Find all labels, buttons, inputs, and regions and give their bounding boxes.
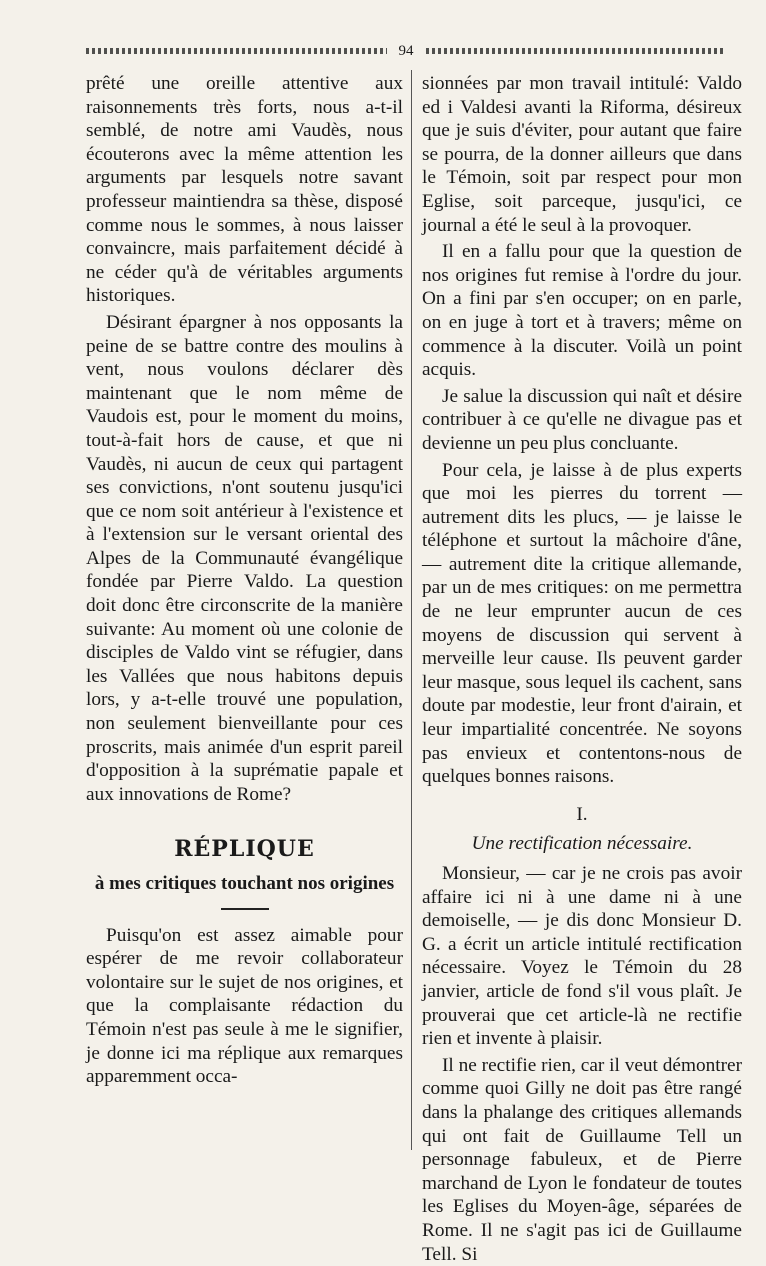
title-rule xyxy=(221,908,269,910)
header-rule-left xyxy=(86,48,387,54)
right-paragraph-3: Je salue la discussion qui naît et désire contribuer à ce qu'elle ne divague pas et devienne un peu plus concluante. xyxy=(422,385,742,454)
section-title: Une rectification nécessaire. xyxy=(471,833,693,855)
section-number: I. xyxy=(576,803,588,825)
page-number: 94 xyxy=(398,42,414,59)
article-title: RÉPLIQUE xyxy=(174,836,315,863)
left-paragraph-3: Puisqu'on est assez aimable pour espérer de me revoir collaborateur volontaire sur le sujet de nos origines, et que la complaisante rédaction du Témoin n'est pas seule à me le signifier, je donne ici ma réplique aux remarques apparemment occa- xyxy=(86,924,403,1088)
left-paragraph-2: Désirant épargner à nos opposants la peine de se battre contre des moulins à vent, nous voulons déclarer dès maintenant que le nom même de Vaudois est, pour le moment du moins, tout-à-fait hors de cause, et que ni Vaudès, ni aucun de ceux qui partagent ses convictions, n'ont soutenu jusqu'ici que ce nom soit antérieur à l'existence et à l'extension sur le versant oriental des Alpes de la Communauté évangélique fondée par Pierre Valdo. La question doit donc être circonscrite de la manière suivante: Au moment où une colonie de disciples de Valdo vint se réfugier, dans les Vallées que nous habitons depuis lors, y a-t-elle trouvé une population, non seulement bienveillante pour ces proscrits, mais animée d'un esprit pareil d'opposition à la suprématie papale et aux innovations de Rome? xyxy=(86,311,403,805)
left-column xyxy=(86,72,403,1089)
column-divider xyxy=(411,70,412,1150)
right-paragraph-6: Il ne rectifie rien, car il veut démontrer comme quoi Gilly ne doit pas être rangé dans la phalange des critiques allemands qui ont fait de Guillaume Tell un personnage fabuleux, et de Pierre marchand de Lyon le fondateur de toutes les Eglises du Moyen-âge, séparées de Rome. Il ne s'agit pas ici de Guillaume Tell. Si xyxy=(422,1054,742,1265)
page-header xyxy=(86,40,726,62)
right-column xyxy=(422,72,742,1266)
article-subtitle: à mes critiques touchant nos origines xyxy=(94,873,395,894)
header-rule-right xyxy=(426,48,727,54)
right-paragraph-1: sionnées par mon travail intitulé: Valdo ed i Valdesi avanti la Riforma, désireux que je suis d'éviter, pour autant que faire se pourra, de la donner ailleurs que dans le Témoin, soit par respect pour mon Eglise, soit parceque, jusqu'ici, ce journal a été le seul à la provoquer. xyxy=(422,73,742,236)
left-paragraph-1: prêté une oreille attentive aux raisonnements très forts, nous a-t-il semblé, de notre ami Vaudès, nous écouterons avec la même attention les arguments par lesquels notre savant professeur maintiendra sa thèse, disposé comme nous le sommes, à nous laisser convaincre, mais parfaitement décidé à ne céder qu'à de véritables arguments historiques. xyxy=(86,73,403,307)
right-paragraph-5: Monsieur, — car je ne crois pas avoir affaire ici ni à une dame ni à une demoiselle, — je dis donc Monsieur D. G. a écrit un article intitulé rectification nécessaire. Voyez le Témoin du 28 janvier, article de fond s'il vous plaît. Je prouverai que cet article-là ne rectifie rien et invente à plaisir. xyxy=(422,863,742,1050)
right-paragraph-2: Il en a fallu pour que la question de nos origines fut remise à l'ordre du jour. On a fini par s'en occuper; on en parle, on en juge à tort et à travers; même on commence à la discuter. Voilà un point acquis. xyxy=(422,241,742,381)
right-paragraph-4: Pour cela, je laisse à de plus experts que moi les pierres du torrent — autrement dits les plucs, — je laisse le téléphone et surtout la mâchoire d'âne, — autrement dite la critique allemande, par un de mes critiques: on me permettra de ne leur emprunter aucun de ces moyens de discussion qui servent à merveille leur cause. Ils peuvent garder leur masque, sous lequel ils cachent, sans doute par modestie, leur front d'airain, et leur impartialité concentrée. Ne soyons pas envieux et contentons-nous de quelques bonnes raisons. xyxy=(422,459,742,788)
